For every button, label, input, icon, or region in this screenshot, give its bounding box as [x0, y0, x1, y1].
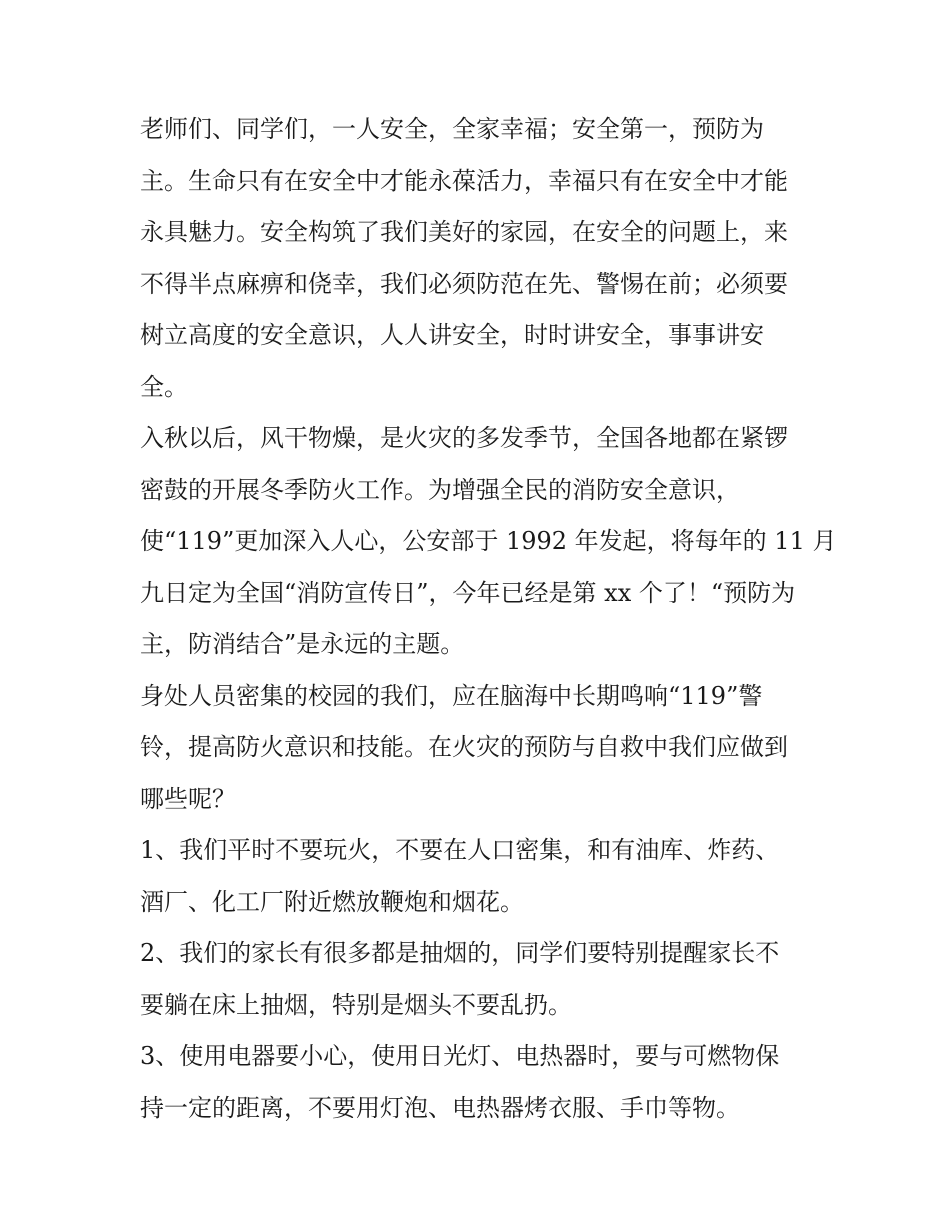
- paragraph-2-line-1: 入秋以后，风干物燥，是火灾的多发季节，全国各地都在紧锣: [140, 424, 788, 452]
- list-item-2-line-2: 要躺在床上抽烟，特别是烟头不要乱扔。: [140, 990, 572, 1019]
- list-item-2-line-1: 2、我们的家长有很多都是抽烟的，同学们要特别提醒家长不: [140, 939, 780, 967]
- paragraph-1-line-1: 老师们、同学们，一人安全，全家幸福；安全第一，预防为: [140, 115, 764, 143]
- paragraph-3-line-3: 哪些呢？: [140, 784, 236, 813]
- list-item-1-line-1: 1、我们平时不要玩火，不要在人口密集，和有油库、炸药、: [140, 836, 780, 864]
- paragraph-2-line-5: 主，防消结合”是永远的主题。: [140, 630, 465, 658]
- paragraph-3-line-1: 身处人员密集的校园的我们，应在脑海中长期鸣响“119”警: [140, 681, 763, 710]
- paragraph-3-line-2: 铃，提高防火意识和技能。在火灾的预防与自救中我们应做到: [140, 733, 788, 761]
- paragraph-2-line-4: 九日定为全国“消防宣传日”，今年已经是第 xx 个了！“预防为: [140, 578, 796, 607]
- paragraph-1-line-6: 全。: [140, 372, 188, 401]
- paragraph-1-line-5: 树立高度的安全意识，人人讲安全，时时讲安全，事事讲安: [140, 321, 764, 349]
- paragraph-2-line-3: 使“119”更加深入人心，公安部于 1992 年发起，将每年的 11 月: [140, 527, 837, 555]
- paragraph-1-line-2: 主。生命只有在安全中才能永葆活力，幸福只有在安全中才能: [140, 166, 788, 195]
- list-item-3-line-1: 3、使用电器要小心，使用日光灯、电热器时，要与可燃物保: [140, 1042, 780, 1070]
- list-item-3-line-2: 持一定的距离，不要用灯泡、电热器烤衣服、手巾等物。: [140, 1093, 740, 1122]
- list-item-1-line-2: 酒厂、化工厂附近燃放鞭炮和烟花。: [140, 887, 524, 916]
- document-body: [140, 104, 837, 1134]
- paragraph-2-line-2: 密鼓的开展冬季防火工作。为增强全民的消防安全意识，: [140, 475, 740, 504]
- paragraph-1-line-3: 永具魅力。安全构筑了我们美好的家园，在安全的问题上，来: [140, 218, 788, 246]
- paragraph-1-line-4: 不得半点麻痹和侥幸，我们必须防范在先、警惕在前；必须要: [140, 269, 788, 298]
